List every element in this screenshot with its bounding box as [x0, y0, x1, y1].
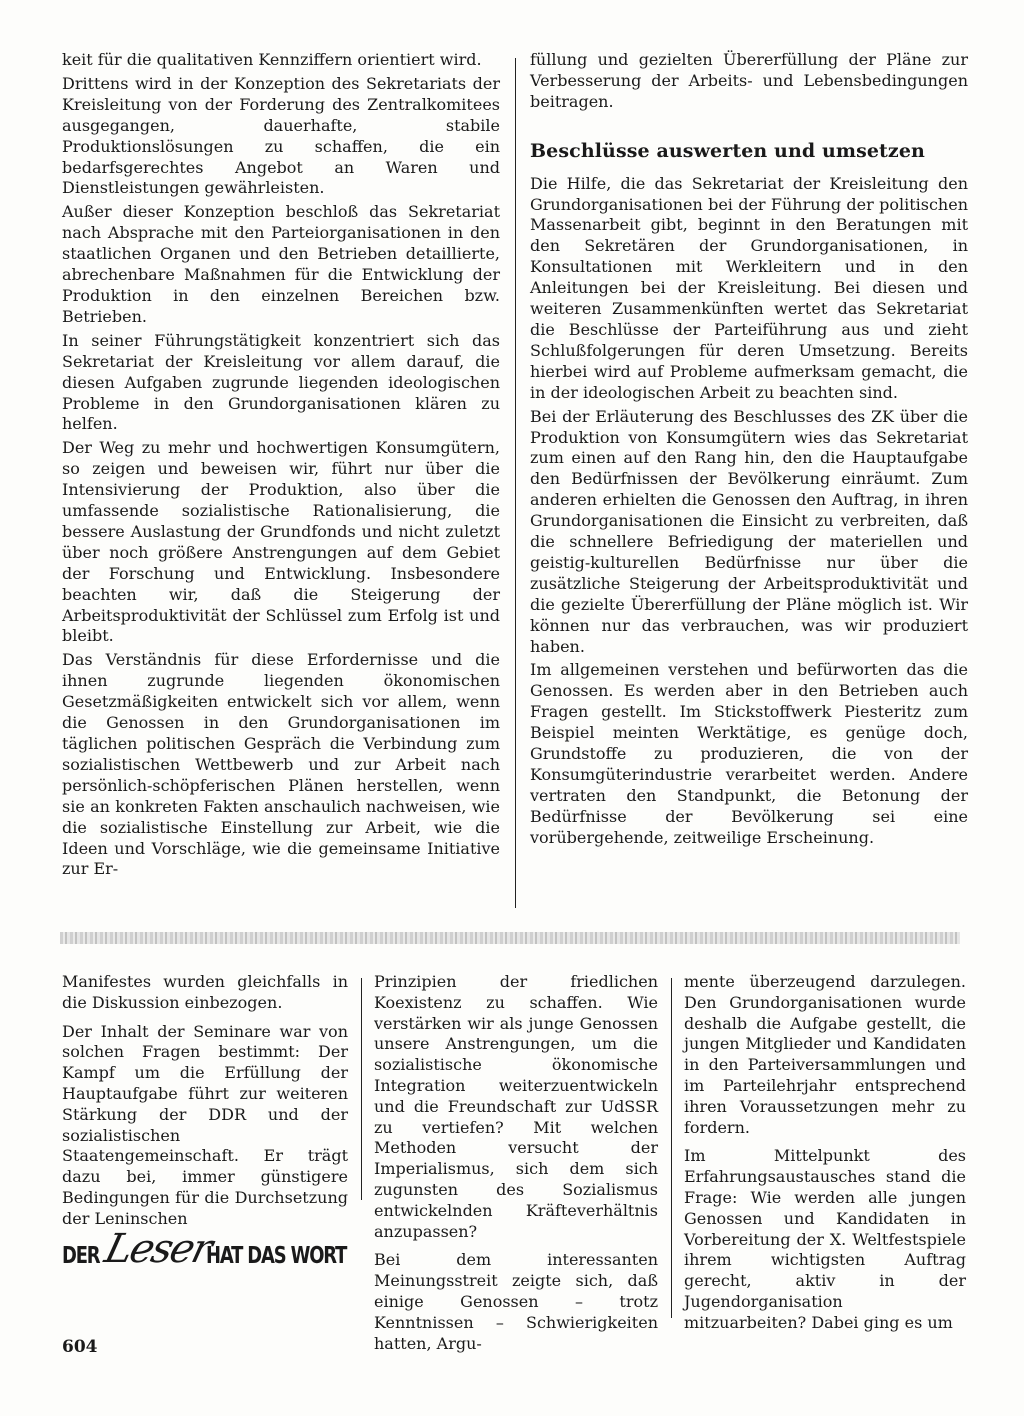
- page-number: 604: [62, 1337, 98, 1357]
- letters-column-3: [684, 972, 966, 1342]
- column-divider: [671, 978, 672, 1318]
- logo-word-hat-das-wort: HAT DAS WORT: [205, 1243, 346, 1269]
- paragraph: Im allgemeinen verstehen und befürworten das die Genossen. Es werden aber in den Betrieben auch Fragen gestellt. Im Stickstoffwerk Piesteritz zum Beispiel meinten Werktätige, es genüge doch, Grundstoffe zu produzieren, die von der Konsumgüterindustrie verarbeitet werden. Andere vertraten den Standpunkt, die Betonung der Bedürfnisse der Bevölkerung sei eine vorübergehende, zeitweilige Erscheinung.: [530, 660, 968, 847]
- paragraph: keit für die qualitativen Kennziffern orientiert wird.: [62, 50, 482, 69]
- article-column-left: [62, 50, 500, 883]
- section-heading: Beschlüsse auswerten und umsetzen: [530, 139, 925, 162]
- section-separator: [60, 932, 960, 944]
- paragraph: Prinzipien der friedlichen Koexistenz zu schaffen. Wie verstärken wir als junge Genossen unsere Anstrengungen, um die sozialistische ökonomische Integration weiterzuentwickeln und die Freundschaft zur UdSSR zu vertiefen? Mit welchen Methoden versucht der Imperialismus, sich dem sich zugunsten des Sozialismus entwickelnden Kräfteverhältnis anzupassen?: [374, 972, 658, 1241]
- paragraph: Außer dieser Konzeption beschloß das Sekretariat nach Absprache mit den Parteiorganisationen in den staatlichen Organen und den Betrieben detaillierte, abrechenbare Maßnahmen für die Entwicklung der Produktion in den einzelnen Bereichen bzw. Betrieben.: [62, 202, 500, 326]
- paragraph: Im Mittelpunkt des Erfahrungsaustausches stand die Frage: Wie werden alle jungen Genossen und Kandidaten in Vorbereitung der X. Weltfestspiele ihrem wichtigsten Auftrag gerecht, aktiv in der Jugendorganisation mitzuarbeiten? Dabei ging es um: [684, 1146, 966, 1332]
- paragraph: Der Inhalt der Seminare war von solchen Fragen bestimmt: Der Kampf um die Erfüllung der Hauptaufgabe führt zur weiteren Stärkung der DDR und der sozialistischen Staatengemeinschaft. Er trägt dazu bei, immer günstigere Bedingungen für die Durchsetzung der Leninschen: [62, 1021, 348, 1228]
- paragraph: Die Hilfe, die das Sekretariat der Kreisleitung den Grundorganisationen bei der Führung der politischen Massenarbeit gibt, beginnt in den Beratungen mit den Sekretären der Grundorganisationen, in Konsultationen mit Werkleitern und in den Anleitungen bei der Kreisleitung. Bei diesen und weiteren Zusammenkünften wertet das Sekretariat die Beschlüsse der Parteiführung aus und zieht Schlußfolgerungen für deren Umsetzung. Bereits hierbei wird auf Probleme aufmerksam gemacht, die in der ideologischen Arbeit zu beachten sind.: [530, 173, 968, 402]
- paragraph: mente überzeugend darzulegen. Den Grundorganisationen wurde deshalb die Aufgabe gestellt, die jungen Mitglieder und Kandidaten in den Parteiversammlungen und im Parteilehrjahr entsprechend ihren Voraussetzungen mehr zu fordern.: [684, 972, 966, 1137]
- column-divider: [361, 978, 362, 1200]
- article-column-right: [530, 50, 968, 852]
- column-divider: [515, 58, 516, 908]
- paragraph: In seiner Führungstätigkeit konzentriert sich das Sekretariat der Kreisleitung vor allem darauf, die diesen Aufgaben zugrunde liegenden ideologischen Probleme in den Grundorganisationen klären zu helfen.: [62, 330, 500, 434]
- paragraph: Das Verständnis für diese Erfordernisse und die ihnen zugrunde liegenden ökonomischen Gesetzmäßigkeiten entwickelt sich vor allem, wenn die Genossen in den Grundorganisationen im täglichen politischen Gespräch die Verbindung zum sozialistischen Wettbewerb und zur Arbeit nach persönlich-schöpferischen Plänen herstellen, wenn sie an konkreten Fakten anschaulich nachweisen, wie die sozialistische Einstellung zur Arbeit, wie die Ideen und Vorschläge, wie die gemeinsame Initiative zur Er-: [62, 650, 500, 879]
- paragraph: füllung und gezielten Übererfüllung der Pläne zur Verbesserung der Arbeits- und Lebensbedingungen beitragen.: [530, 50, 968, 111]
- logo-word-der: DER: [62, 1243, 100, 1269]
- paragraph: Der Weg zu mehr und hochwertigen Konsumgütern, so zeigen und beweisen wir, führt nur über die Intensivierung der Produktion, also über die umfassende sozialistische Rationalisierung, die bessere Auslastung der Grundfonds und nicht zuletzt über noch größere Anstrengungen auf dem Gebiet der Forschung und Entwicklung. Insbesondere beachten wir, daß die Steigerung der Arbeitsproduktivität der Schlüssel zum Erfolg ist und bleibt.: [62, 438, 500, 646]
- letters-column-1: [62, 972, 348, 1238]
- paragraph: Bei der Erläuterung des Beschlusses des ZK über die Produktion von Konsumgütern wies das Sekretariat zum einen auf den Rang hin, den die Hauptaufgabe den Bedürfnissen der Bevölkerung einräumt. Zum anderen erhielten die Genossen den Auftrag, in ihren Grundorganisationen die Einsicht zu verbreiten, daß die schnellere Befriedigung der materiellen und geistig-kulturellen Bedürfnisse nur über die zusätzliche Steigerung der Arbeitsproduktivität und die gezielte Übererfüllung der Pläne möglich ist. Wir können nur das verbrauchen, was wir produziert haben.: [530, 406, 968, 656]
- logo-script-leser: Leser: [100, 1226, 216, 1272]
- paragraph: Bei dem interessanten Meinungsstreit zeigte sich, daß einige Genossen – trotz Kenntnissen – Schwierigkeiten hatten, Argu-: [374, 1250, 658, 1353]
- paragraph: Manifestes wurden gleichfalls in die Diskussion einbezogen.: [62, 972, 348, 1012]
- letters-column-2: [374, 972, 658, 1362]
- paragraph: Drittens wird in der Konzeption des Sekretariats der Kreisleitung von der Forderung des Zentralkomitees ausgegangen, dauerhafte, stabile Produktionslösungen zu schaffen, die ein bedarfsgerechtes Angebot an Waren und Dienstleistungen gewährleisten.: [62, 73, 500, 198]
- der-leser-hat-das-wort-logo: [62, 1226, 354, 1286]
